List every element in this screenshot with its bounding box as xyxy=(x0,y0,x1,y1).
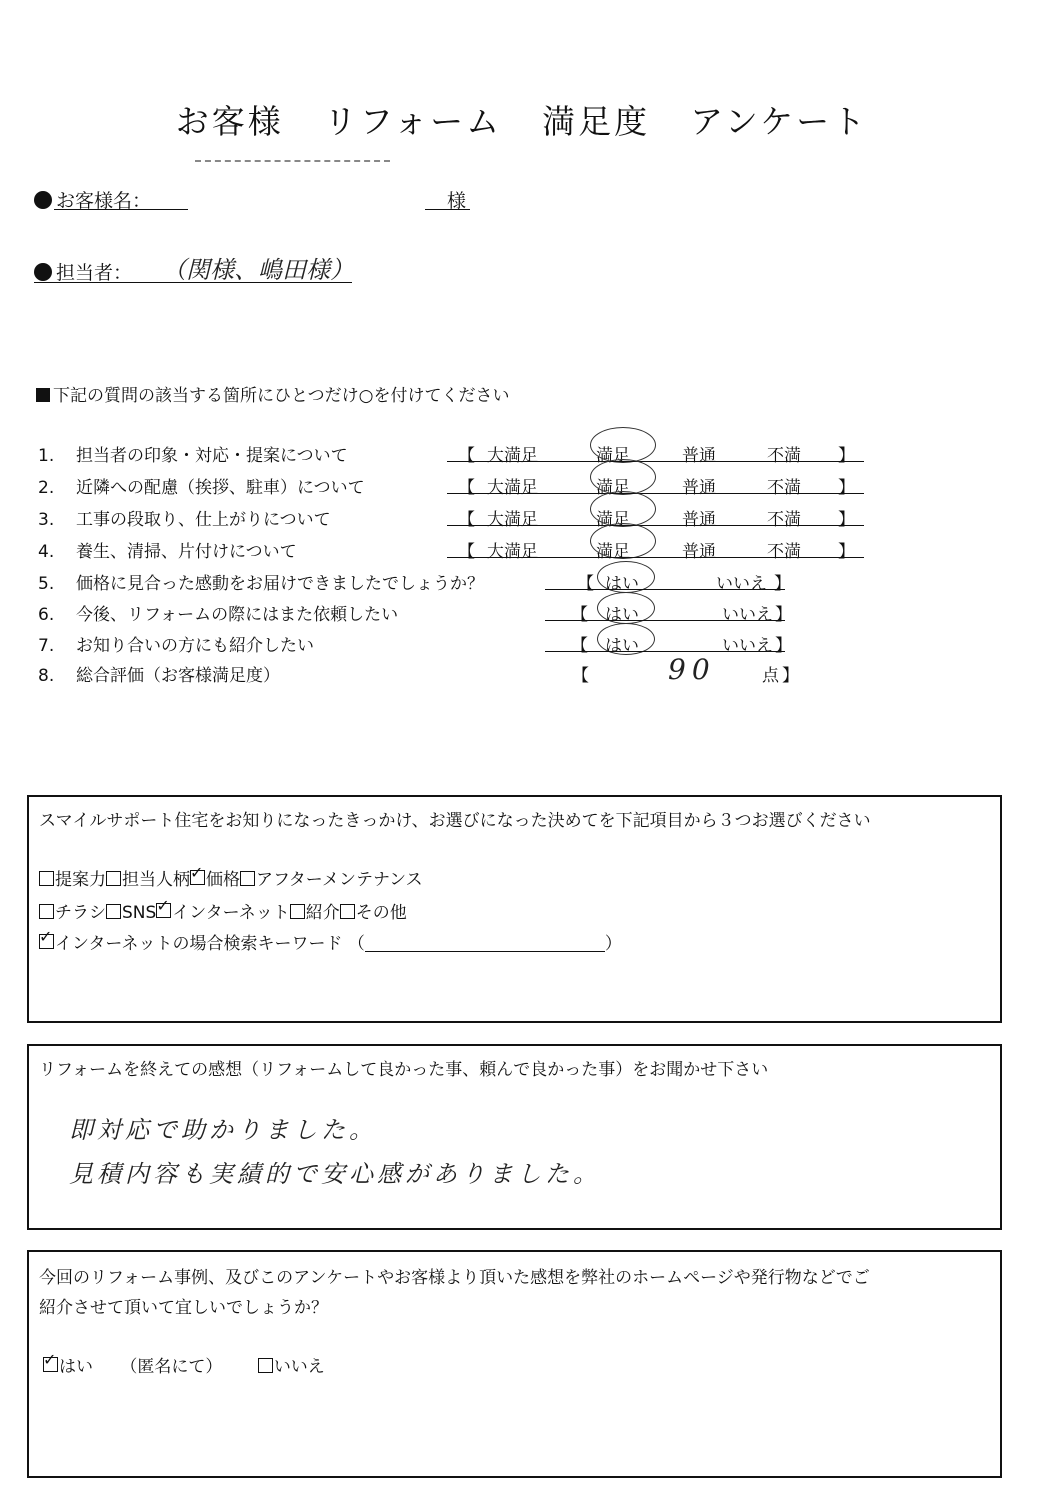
answer-underline xyxy=(545,620,785,621)
question-text: 養生、清掃、片付けについて xyxy=(76,542,297,562)
answer-underline xyxy=(447,461,864,462)
question-text: 担当者の印象・対応・提案について xyxy=(76,446,348,466)
question-number: 4. xyxy=(38,542,55,562)
source-prompt: スマイルサポート住宅をお知りになったきっかけ、お選びになった決めてを下記項目から３つお選びください xyxy=(39,811,871,831)
source-checkbox[interactable] xyxy=(106,871,121,886)
question-row xyxy=(38,631,314,656)
source-options-row1 xyxy=(39,865,423,890)
feedback-line-1: 即対応で助かりました。 xyxy=(69,1116,377,1144)
source-checkbox[interactable] xyxy=(106,904,121,919)
selected-circle xyxy=(590,427,656,463)
question-number: 1. xyxy=(38,446,55,466)
customer-suffix-underline xyxy=(425,209,470,210)
bracket-close: 】 xyxy=(838,478,855,498)
bullet-icon xyxy=(34,191,52,209)
answer-underline xyxy=(447,493,864,494)
source-option-label: その他 xyxy=(355,903,407,923)
source-checkbox[interactable] xyxy=(39,871,54,886)
bracket-close: 】 xyxy=(838,510,855,530)
question-row xyxy=(38,473,365,498)
bracket-close: 】 xyxy=(838,446,855,466)
customer-suffix: 様 xyxy=(447,190,467,212)
staff-handwritten: （関様、嶋田様） xyxy=(162,256,354,284)
source-checkbox[interactable] xyxy=(240,871,255,886)
question-text: 総合評価（お客様満足度） xyxy=(76,666,280,686)
question-number: 7. xyxy=(38,636,55,656)
option-1[interactable]: 満足 xyxy=(596,478,630,498)
keyword-open-paren: （ xyxy=(347,934,365,954)
option-no[interactable]: いいえ xyxy=(722,636,773,656)
answer-underline xyxy=(545,651,785,652)
bracket-close: 】 xyxy=(782,666,799,686)
option-0[interactable]: 大満足 xyxy=(487,542,538,562)
feedback-prompt: リフォームを終えての感想（リフォームして良かった事、頼んで良かった事）をお聞かせ下さい xyxy=(39,1060,769,1080)
bracket-close: 】 xyxy=(774,574,791,594)
title-part: お客様 xyxy=(175,102,284,141)
option-0[interactable]: 大満足 xyxy=(487,446,538,466)
permission-yes-checkbox[interactable] xyxy=(43,1357,58,1372)
title-part: リフォーム xyxy=(323,102,503,141)
permission-no-label: いいえ xyxy=(273,1357,325,1377)
source-option-label: 提案力 xyxy=(55,870,106,890)
question-text: お知り合いの方にも紹介したい xyxy=(76,636,314,656)
question-text: 価格に見合った感動をお届けできましたでしょうか？ xyxy=(76,574,484,594)
selected-circle xyxy=(590,491,656,527)
permission-options xyxy=(43,1352,325,1377)
bracket-open: 【 xyxy=(458,446,475,466)
bracket-open: 【 xyxy=(571,636,588,656)
permission-section xyxy=(27,1250,1002,1478)
question-number: 3. xyxy=(38,510,55,530)
source-option-label: SNS xyxy=(122,903,157,923)
option-3[interactable]: 不満 xyxy=(767,542,801,562)
source-option-label: チラシ xyxy=(55,903,106,923)
question-row xyxy=(38,537,297,562)
source-option-label: アフターメンテナンス xyxy=(256,870,423,890)
question-row xyxy=(38,600,398,625)
source-checkbox[interactable] xyxy=(190,870,205,885)
keyword-label: インターネットの場合検索キーワード xyxy=(55,934,343,954)
feedback-section xyxy=(27,1044,1002,1230)
question-row xyxy=(38,441,348,466)
question-text: 工事の段取り、仕上がりについて xyxy=(76,510,331,530)
selected-circle xyxy=(590,459,656,495)
title-part: アンケート xyxy=(690,102,869,141)
keyword-row xyxy=(39,929,622,954)
option-1[interactable]: 満足 xyxy=(596,510,630,530)
source-option-label: 価格 xyxy=(206,870,240,890)
option-yes[interactable]: はい xyxy=(605,605,639,625)
option-0[interactable]: 大満足 xyxy=(487,510,538,530)
option-no[interactable]: いいえ xyxy=(716,574,767,594)
score-value[interactable]: 90 xyxy=(668,653,716,686)
bracket-close: 】 xyxy=(775,636,792,656)
option-yes[interactable]: はい xyxy=(605,574,639,594)
customer-name-field[interactable] xyxy=(200,186,420,210)
source-checkbox[interactable] xyxy=(290,904,305,919)
bracket-open: 【 xyxy=(571,605,588,625)
question-text: 今後、リフォームの際にはまた依頼したい xyxy=(76,605,399,625)
question-number: 8. xyxy=(38,666,55,686)
source-option-label: 担当人柄 xyxy=(122,870,190,890)
square-bullet-icon xyxy=(36,388,50,402)
option-yes[interactable]: はい xyxy=(605,636,639,656)
question-text: 近隣への配慮（挨拶、駐車）について xyxy=(76,478,365,498)
bullet-icon xyxy=(34,263,52,281)
source-section xyxy=(27,795,1002,1023)
option-1[interactable]: 満足 xyxy=(596,446,630,466)
bracket-open: 【 xyxy=(572,666,589,686)
question-number: 5. xyxy=(38,574,55,594)
question-row xyxy=(38,569,484,594)
answer-underline xyxy=(545,589,785,590)
instructions: 下記の質問の該当する箇所にひとつだけ○を付けてください xyxy=(36,381,510,406)
option-2[interactable]: 普通 xyxy=(682,478,716,498)
option-2[interactable]: 普通 xyxy=(682,510,716,530)
bracket-open: 【 xyxy=(458,542,475,562)
feedback-line-2: 見積内容も実績的で安心感がありました。 xyxy=(69,1160,601,1188)
page-title xyxy=(0,96,1044,143)
question-row xyxy=(38,505,331,530)
bracket-open: 【 xyxy=(458,478,475,498)
bracket-close: 】 xyxy=(775,605,792,625)
staff-underline xyxy=(34,282,352,283)
permission-yes-label: はい xyxy=(59,1357,93,1377)
question-row xyxy=(38,661,280,686)
option-0[interactable]: 大満足 xyxy=(487,478,538,498)
title-part: 満足度 xyxy=(542,102,651,141)
permission-prompt-line2: 紹介させて頂いて宜しいでしょうか？ xyxy=(39,1298,328,1318)
permission-prompt-line1: 今回のリフォーム事例、及びこのアンケートやお客様より頂いた感想を弊社のホームページや発行物などでご xyxy=(39,1268,870,1288)
staff-label: 担当者： xyxy=(56,262,133,284)
keyword-checkbox[interactable] xyxy=(39,934,54,949)
permission-no-checkbox[interactable] xyxy=(258,1358,273,1373)
question-number: 6. xyxy=(38,605,55,625)
source-option-label: 紹介 xyxy=(305,903,340,923)
staff-row xyxy=(34,258,132,285)
title-divider xyxy=(195,160,390,162)
permission-yes-note: （匿名にて） xyxy=(120,1357,223,1377)
selected-circle xyxy=(590,523,656,559)
keyword-input[interactable] xyxy=(365,933,605,952)
option-2[interactable]: 普通 xyxy=(682,446,716,466)
bracket-open: 【 xyxy=(577,574,594,594)
source-options-row2 xyxy=(39,898,407,923)
answer-underline xyxy=(447,525,864,526)
source-option-label: インターネット xyxy=(172,903,290,923)
option-2[interactable]: 普通 xyxy=(682,542,716,562)
option-3[interactable]: 不満 xyxy=(767,446,801,466)
question-number: 2. xyxy=(38,478,55,498)
option-no[interactable]: いいえ xyxy=(722,605,773,625)
bracket-close: 】 xyxy=(838,542,855,562)
source-checkbox[interactable] xyxy=(39,904,54,919)
answer-underline xyxy=(447,557,864,558)
option-1[interactable]: 満足 xyxy=(596,542,630,562)
option-3[interactable]: 不満 xyxy=(767,510,801,530)
source-checkbox[interactable] xyxy=(340,904,355,919)
bracket-open: 【 xyxy=(458,510,475,530)
keyword-close-paren: ） xyxy=(604,934,622,954)
source-checkbox[interactable] xyxy=(156,903,171,918)
customer-name-label: お客様名： xyxy=(56,190,152,212)
score-unit: 点 xyxy=(762,666,779,686)
customer-label-underline xyxy=(54,209,188,210)
option-3[interactable]: 不満 xyxy=(767,478,801,498)
